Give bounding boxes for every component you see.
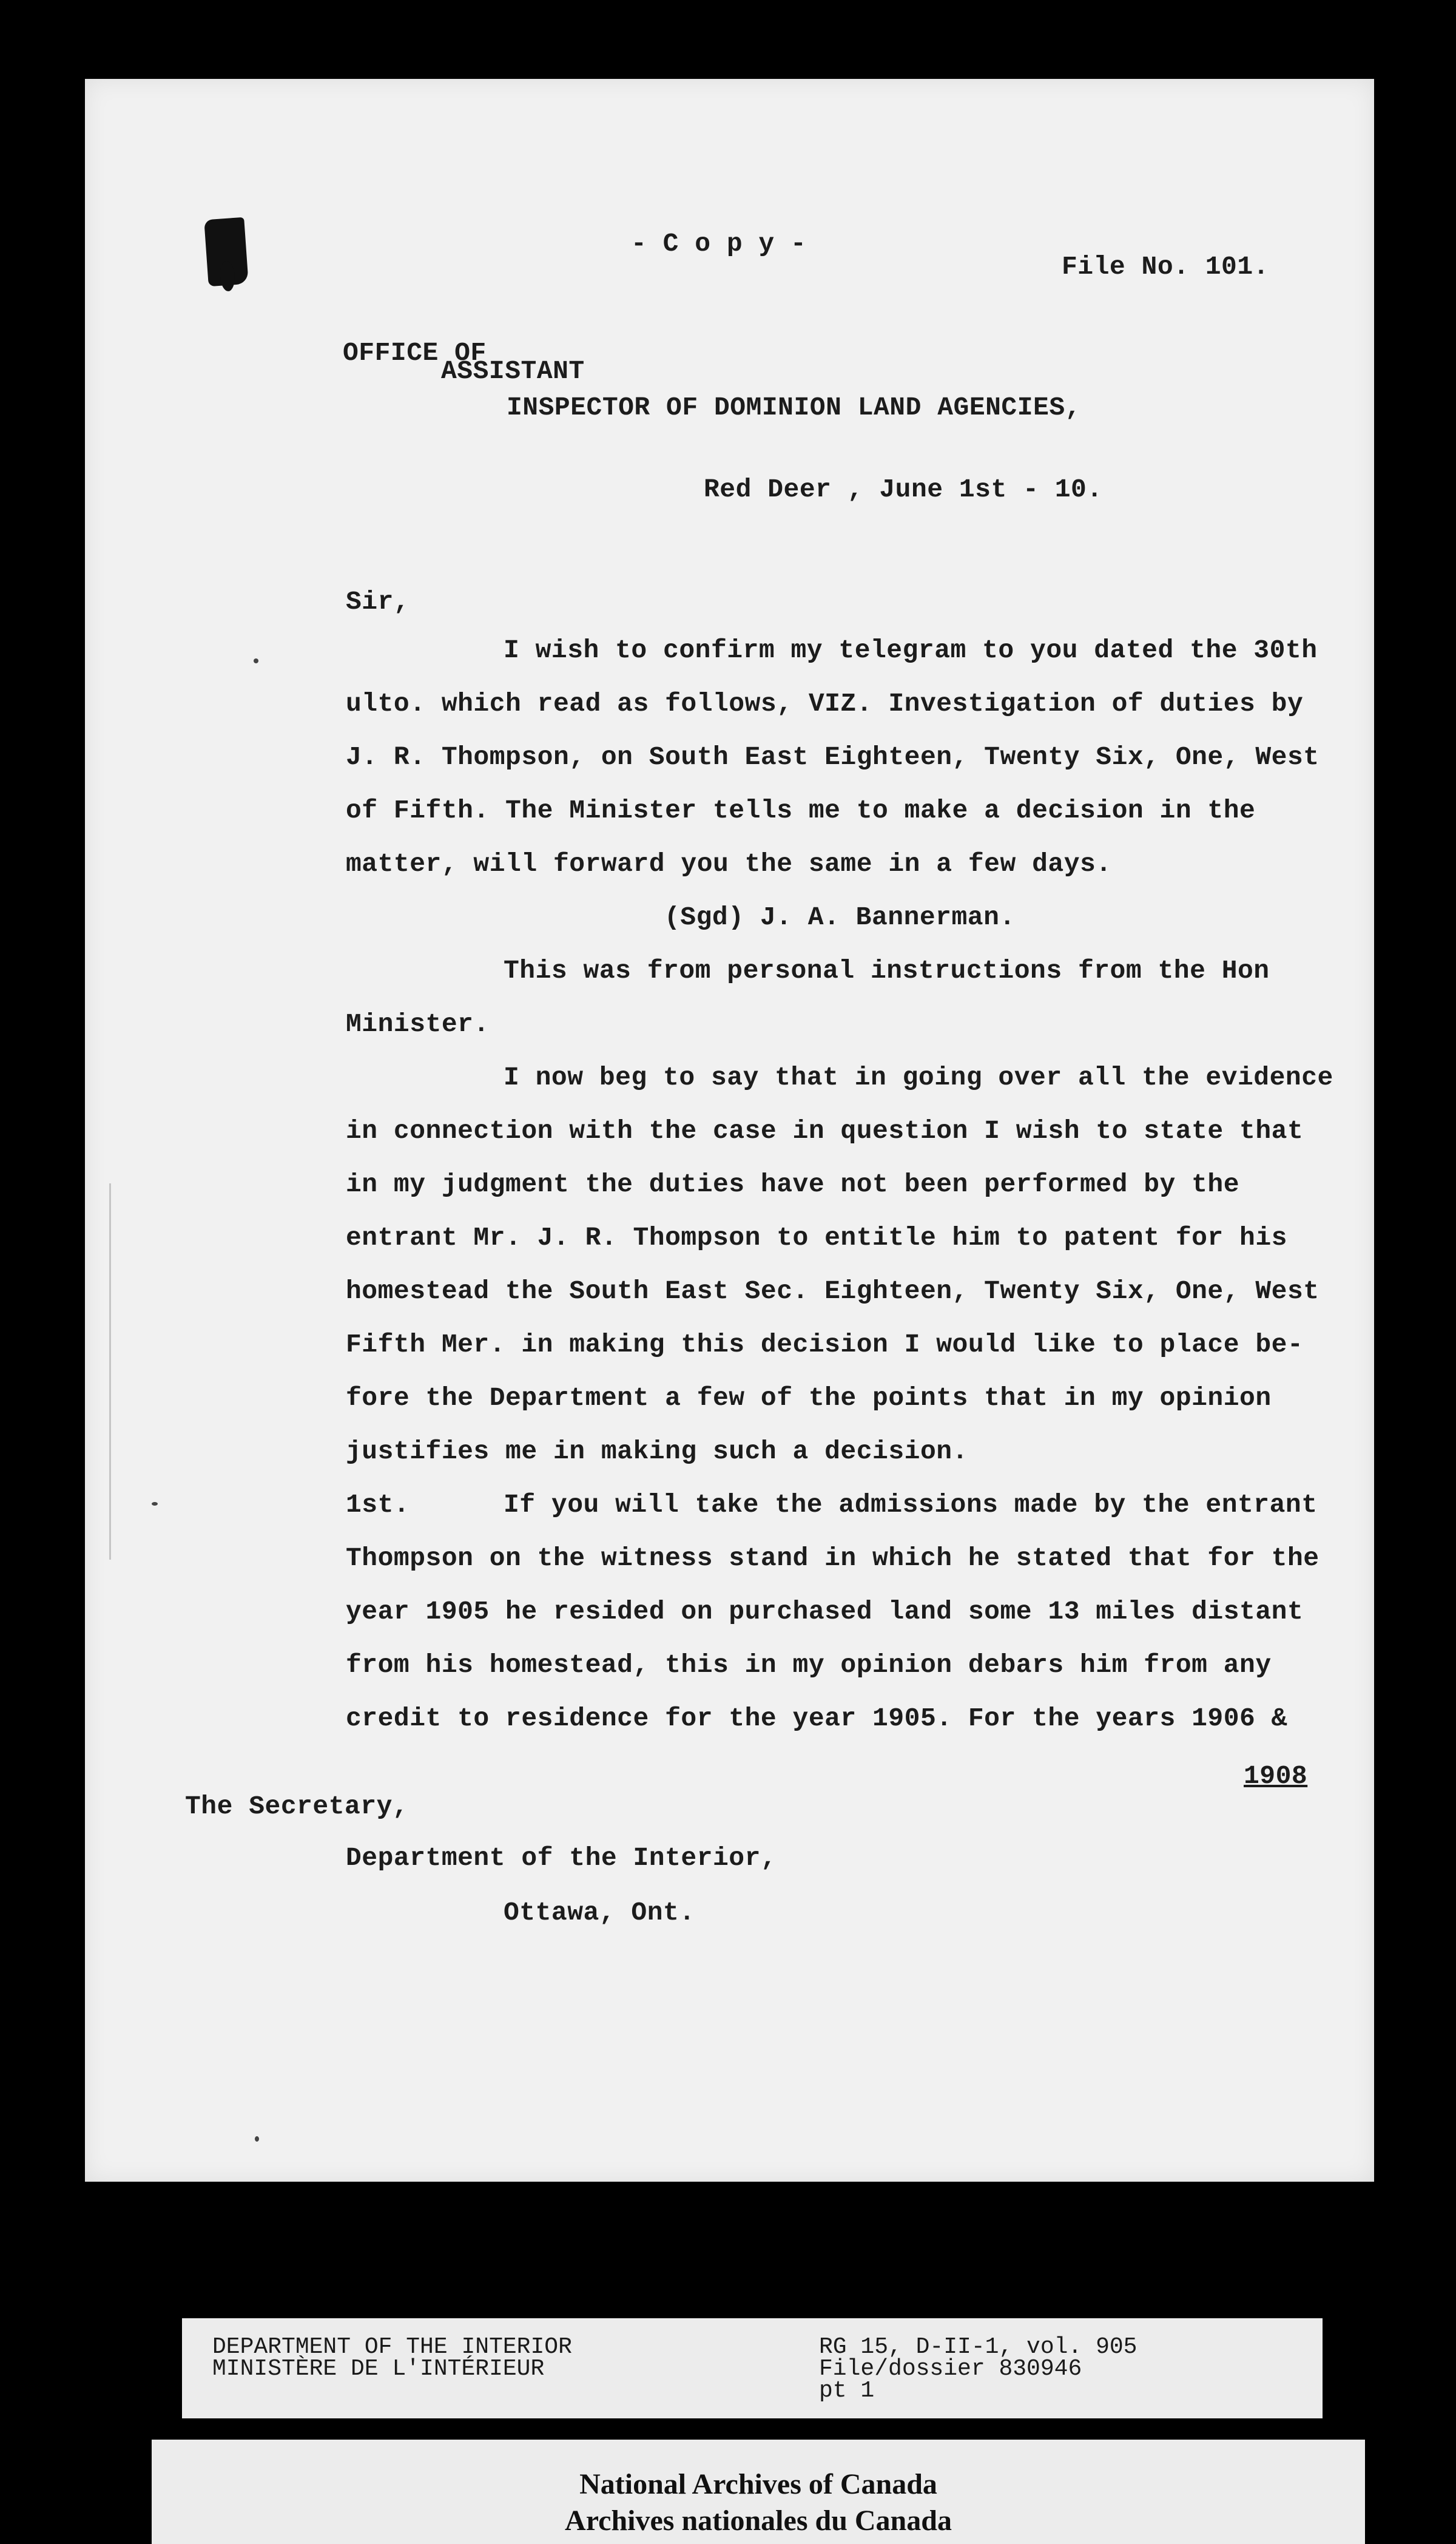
speck bbox=[255, 2136, 259, 2142]
continuation-word: 1908 bbox=[1244, 1761, 1308, 1791]
body-line: matter, will forward you the same in a few days. bbox=[346, 849, 1112, 879]
speck bbox=[254, 658, 258, 663]
signature-line: (Sgd) J. A. Bannerman. bbox=[664, 902, 1016, 932]
place-date: Red Deer , June 1st - 10. bbox=[704, 475, 1103, 504]
copy-mark: - C o p y - bbox=[631, 229, 807, 259]
archive-reference-label bbox=[182, 2318, 1323, 2418]
point-label: 1st. bbox=[346, 1490, 410, 1520]
body-line: in connection with the case in question I wish to state that bbox=[346, 1116, 1304, 1146]
inspector-title: INSPECTOR OF DOMINION LAND AGENCIES, bbox=[507, 393, 1081, 422]
body-line: from his homestead, this in my opinion debars him from any bbox=[346, 1650, 1272, 1680]
speck bbox=[152, 1502, 158, 1506]
addressee-department: Department of the Interior, bbox=[346, 1843, 777, 1873]
archive-name-fr: Archives nationales du Canada bbox=[565, 2505, 952, 2537]
ref-line-3: pt 1 bbox=[819, 2378, 875, 2404]
body-line: year 1905 he resided on purchased land some 13 miles distant bbox=[346, 1597, 1304, 1626]
body-line: entrant Mr. J. R. Thompson to entitle him to patent for his bbox=[346, 1223, 1287, 1253]
addressee-city: Ottawa, Ont. bbox=[504, 1898, 695, 1927]
ref-line-1: RG 15, D-II-1, vol. 905 bbox=[819, 2334, 1138, 2360]
body-line: ulto. which read as follows, VIZ. Investigation of duties by bbox=[346, 689, 1304, 719]
office-of: OFFICE OF bbox=[343, 338, 487, 368]
salutation: Sir, bbox=[346, 587, 410, 617]
body-line: Minister. bbox=[346, 1009, 490, 1039]
body-line: credit to residence for the year 1905. For the years 1906 & bbox=[346, 1703, 1287, 1733]
body-line: justifies me in making such a decision. bbox=[346, 1436, 968, 1466]
body-line: of Fifth. The Minister tells me to make a decision in the bbox=[346, 796, 1256, 825]
archive-name-label bbox=[152, 2440, 1365, 2544]
addressee-title: The Secretary, bbox=[185, 1791, 409, 1821]
body-line: J. R. Thompson, on South East Eighteen, Twenty Six, One, West bbox=[346, 742, 1320, 772]
file-number: File No. 101. bbox=[1062, 252, 1269, 282]
dept-en: DEPARTMENT OF THE INTERIOR bbox=[212, 2334, 572, 2360]
dept-fr: MINISTÈRE DE L'INTÉRIEUR bbox=[212, 2356, 545, 2382]
body-line: Fifth Mer. in making this decision I would like to place be- bbox=[346, 1330, 1304, 1359]
body-line: in my judgment the duties have not been performed by the bbox=[346, 1169, 1240, 1199]
archive-name-en: National Archives of Canada bbox=[579, 2468, 937, 2500]
page-crease bbox=[109, 1183, 111, 1560]
body-line: Thompson on the witness stand in which he stated that for the bbox=[346, 1543, 1320, 1573]
body-line: This was from personal instructions from the Hon bbox=[504, 956, 1270, 986]
body-line: I wish to confirm my telegram to you dated the 30th bbox=[504, 635, 1318, 665]
body-line: I now beg to say that in going over all the evidence bbox=[504, 1063, 1333, 1092]
ink-blot bbox=[204, 217, 249, 286]
body-line: fore the Department a few of the points that in my opinion bbox=[346, 1383, 1272, 1413]
body-line: If you will take the admissions made by the entrant bbox=[504, 1490, 1318, 1520]
assistant-title: ASSISTANT bbox=[441, 356, 585, 386]
ref-line-2: File/dossier 830946 bbox=[819, 2356, 1082, 2382]
body-line: homestead the South East Sec. Eighteen, Twenty Six, One, West bbox=[346, 1276, 1320, 1306]
